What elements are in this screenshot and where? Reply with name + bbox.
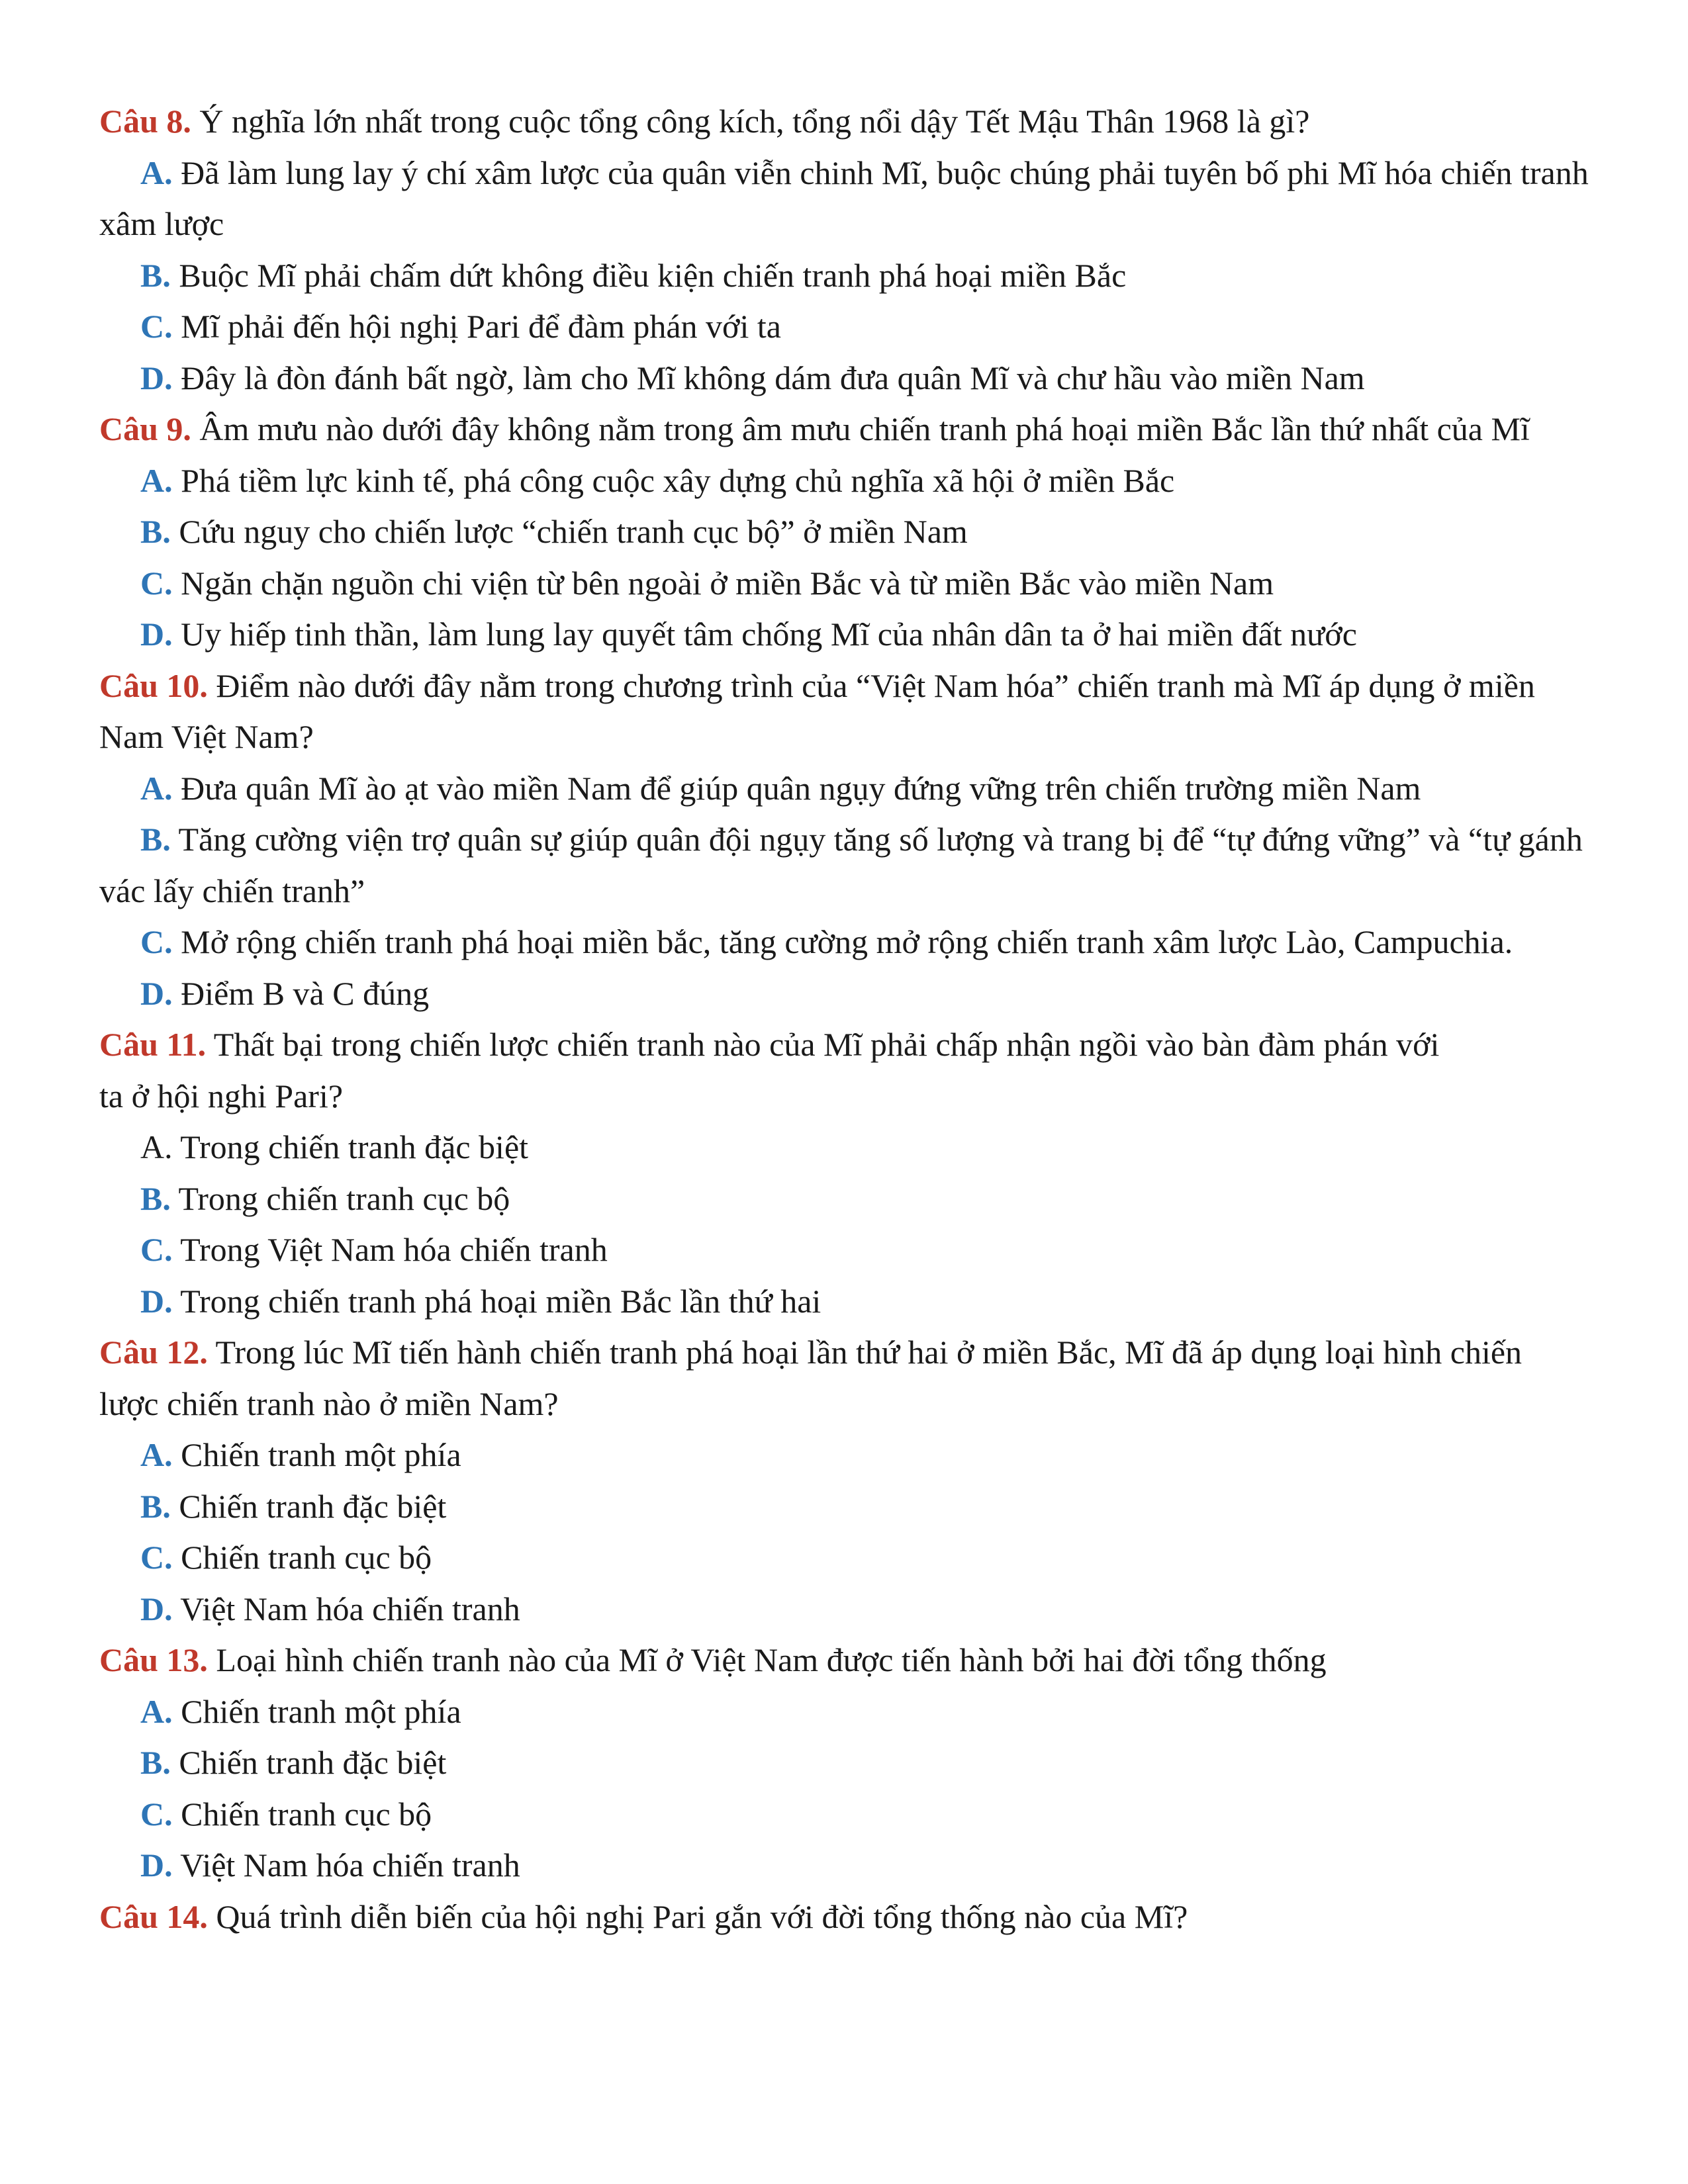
question-label: Câu 11. (99, 1026, 207, 1063)
option-label: C. (140, 564, 173, 602)
question-label: Câu 9. (99, 410, 191, 447)
question-13 (99, 1635, 1589, 1686)
question-label: Câu 13. (99, 1641, 208, 1678)
option-text: Trong chiến tranh phá hoại miền Bắc lần thứ hai (180, 1282, 821, 1320)
question-text: Điểm nào dưới đây nằm trong chương trình của “Việt Nam hóa” chiến tranh mà Mĩ áp dụng ở miền Nam Việt Nam? (99, 666, 1535, 755)
option-10c (99, 917, 1589, 968)
question-11 (99, 1019, 1589, 1122)
question-label: Câu 12. (99, 1334, 208, 1371)
option-text: Trong chiến tranh đặc biệt (180, 1128, 529, 1165)
option-9b (99, 506, 1589, 558)
option-label: C. (140, 1539, 173, 1576)
question-8 (99, 96, 1589, 148)
option-text: Cứu nguy cho chiến lược “chiến tranh cục bộ” ở miền Nam (179, 513, 968, 550)
option-text: Mở rộng chiến tranh phá hoại miền bắc, tăng cường mở rộng chiến tranh xâm lược Lào, Campuchia. (181, 923, 1513, 960)
option-label: C. (140, 923, 173, 960)
option-text: Đây là đòn đánh bất ngờ, làm cho Mĩ không dám đưa quân Mĩ và chư hầu vào miền Nam (181, 359, 1365, 396)
option-12c (99, 1532, 1589, 1584)
option-11d (99, 1276, 1589, 1328)
option-label: C. (140, 1795, 173, 1833)
option-text: Uy hiếp tinh thần, làm lung lay quyết tâm chống Mĩ của nhân dân ta ở hai miền đất nước (181, 615, 1357, 653)
option-10a (99, 763, 1589, 815)
document-page (99, 96, 1589, 1942)
option-11b (99, 1173, 1589, 1225)
question-label: Câu 10. (99, 666, 208, 704)
option-text: Trong chiến tranh cục bộ (178, 1179, 510, 1217)
option-label: A. (140, 1128, 173, 1165)
option-text: Đưa quân Mĩ ào ạt vào miền Nam để giúp quân ngụy đứng vững trên chiến trường miền Nam (181, 769, 1421, 807)
option-10b (99, 814, 1589, 917)
option-label: C. (140, 1231, 173, 1268)
question-text: Thất bại trong chiến lược chiến tranh nào của Mĩ phải chấp nhận ngồi vào bàn đàm phán với ta ở hội nghi Pari? (99, 1026, 1440, 1115)
option-11a (99, 1122, 1589, 1173)
question-text: Trong lúc Mĩ tiến hành chiến tranh phá hoại lần thứ hai ở miền Bắc, Mĩ đã áp dụng loại hình chiến lược chiến tranh nào ở miền Nam? (99, 1334, 1523, 1422)
option-text: Ngăn chặn nguồn chi viện từ bên ngoài ở miền Bắc và từ miền Bắc vào miền Nam (181, 564, 1274, 602)
option-label: B. (140, 1487, 171, 1525)
option-text: Tăng cường viện trợ quân sự giúp quân đội ngụy tăng số lượng và trang bị để “tự đứng vững” và “tự gánh vác lấy chiến tranh” (99, 821, 1583, 909)
option-label: A. (140, 154, 173, 191)
question-text: Âm mưu nào dưới đây không nằm trong âm mưu chiến tranh phá hoại miền Bắc lần thứ nhất của Mĩ (199, 410, 1530, 447)
option-text: Chiến tranh đặc biệt (179, 1744, 447, 1781)
option-text: Buộc Mĩ phải chấm dứt không điều kiện chiến tranh phá hoại miền Bắc (179, 256, 1127, 294)
option-8d (99, 353, 1589, 404)
option-label: B. (140, 513, 171, 550)
option-label: B. (140, 256, 171, 294)
option-13a (99, 1686, 1589, 1738)
option-label: A. (140, 769, 173, 807)
option-label: B. (140, 821, 171, 858)
option-label: D. (140, 615, 173, 653)
option-12d (99, 1584, 1589, 1635)
question-text: Ý nghĩa lớn nhất trong cuộc tổng công kích, tổng nổi dậy Tết Mậu Thân 1968 là gì? (199, 103, 1310, 140)
option-13c (99, 1789, 1589, 1841)
question-text: Quá trình diễn biến của hội nghị Pari gắn với đời tổng thống nào của Mĩ? (216, 1897, 1188, 1935)
question-14 (99, 1891, 1589, 1943)
option-text: Chiến tranh một phía (181, 1436, 461, 1473)
option-8b (99, 250, 1589, 302)
option-8a (99, 148, 1589, 250)
option-text: Chiến tranh một phía (181, 1692, 461, 1730)
option-label: C. (140, 308, 173, 345)
option-10d (99, 968, 1589, 1020)
option-13b (99, 1737, 1589, 1789)
option-11c (99, 1224, 1589, 1276)
option-8c (99, 301, 1589, 353)
option-12b (99, 1481, 1589, 1533)
option-text: Chiến tranh cục bộ (181, 1539, 432, 1576)
option-9c (99, 558, 1589, 610)
question-10 (99, 660, 1589, 763)
option-label: A. (140, 1436, 173, 1473)
option-text: Điểm B và C đúng (181, 974, 430, 1012)
option-text: Chiến tranh đặc biệt (179, 1487, 447, 1525)
option-label: D. (140, 1282, 173, 1320)
option-9d (99, 609, 1589, 660)
option-label: A. (140, 461, 173, 499)
option-9a (99, 455, 1589, 507)
option-text: Mĩ phải đến hội nghị Pari để đàm phán với ta (181, 308, 781, 345)
option-label: D. (140, 974, 173, 1012)
question-label: Câu 14. (99, 1897, 208, 1935)
question-text: Loại hình chiến tranh nào của Mĩ ở Việt Nam được tiến hành bởi hai đời tổng thống (216, 1641, 1327, 1678)
option-12a (99, 1430, 1589, 1481)
question-12 (99, 1327, 1589, 1430)
question-9 (99, 404, 1589, 455)
option-13d (99, 1840, 1589, 1891)
option-label: A. (140, 1692, 173, 1730)
option-text: Đã làm lung lay ý chí xâm lược của quân viễn chinh Mĩ, buộc chúng phải tuyên bố phi Mĩ hóa chiến tranh xâm lược (99, 154, 1589, 242)
option-text: Việt Nam hóa chiến tranh (180, 1590, 520, 1627)
option-label: D. (140, 359, 173, 396)
option-label: D. (140, 1846, 173, 1884)
option-text: Việt Nam hóa chiến tranh (180, 1846, 520, 1884)
option-text: Trong Việt Nam hóa chiến tranh (180, 1231, 608, 1268)
option-text: Chiến tranh cục bộ (181, 1795, 432, 1833)
option-text: Phá tiềm lực kinh tế, phá công cuộc xây dựng chủ nghĩa xã hội ở miền Bắc (181, 461, 1175, 499)
option-label: D. (140, 1590, 173, 1627)
option-label: B. (140, 1179, 171, 1217)
option-label: B. (140, 1744, 171, 1781)
question-label: Câu 8. (99, 103, 191, 140)
